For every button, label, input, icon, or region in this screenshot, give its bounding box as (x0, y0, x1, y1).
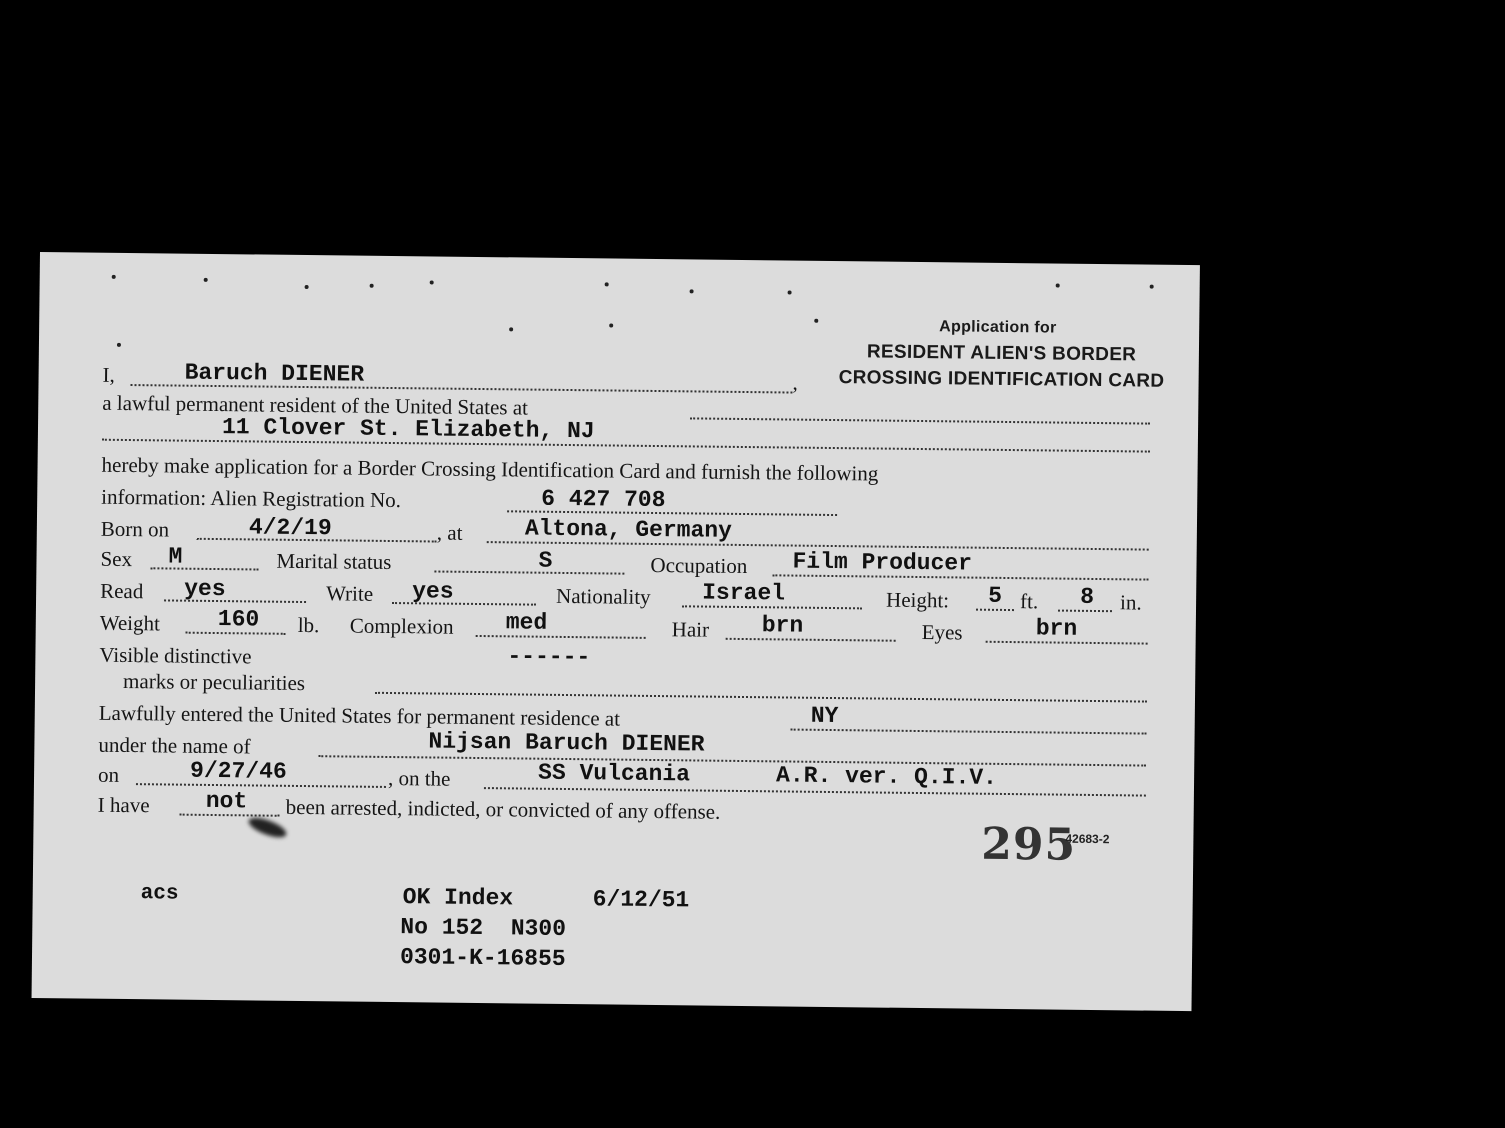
sex: M (168, 543, 183, 570)
index-number: No 152 N300 (400, 914, 567, 943)
alien-registration-number: 6 427 708 (541, 485, 666, 514)
applicant-name: Baruch DIENER (184, 359, 365, 388)
clerk-initials: acs (140, 882, 179, 906)
speck (690, 289, 694, 293)
hair: brn (761, 612, 804, 639)
header-title-line2: CROSSING IDENTIFICATION CARD (838, 367, 1165, 392)
lb-label: lb. (297, 612, 320, 638)
height-in-line (1058, 610, 1112, 613)
speck (1056, 284, 1060, 288)
header-title-line1: RESIDENT ALIEN'S BORDER (866, 341, 1137, 366)
weight-label: Weight (99, 610, 161, 636)
distinctive-marks: ------ (507, 643, 591, 671)
speck (605, 282, 609, 286)
eyes: brn (1035, 615, 1078, 642)
speck (814, 319, 818, 323)
under-name-label: under the name of (98, 732, 251, 759)
entered-label: Lawfully entered the United States for permanent residence at (98, 700, 621, 731)
vessel: SS Vulcania (537, 759, 691, 788)
marital-status-line (434, 570, 624, 574)
in-label: in. (1119, 590, 1142, 615)
on-label: on (97, 762, 120, 787)
alien-registration-label: information: Alien Registration No. (101, 484, 402, 513)
former-name-line (318, 755, 1146, 766)
complexion: med (505, 609, 548, 636)
complexion-label: Complexion (349, 613, 454, 639)
ink-smudge (246, 814, 288, 841)
sex-label: Sex (100, 546, 133, 572)
occupation: Film Producer (792, 548, 973, 577)
verification-note: A.R. ver. Q.I.V. (775, 762, 998, 791)
speck (430, 280, 434, 284)
index-date: 6/12/51 (592, 886, 690, 914)
i-have-label: I have (97, 792, 150, 818)
birthplace: Altona, Germany (524, 515, 733, 544)
read: yes (184, 575, 226, 603)
arrest-text: been arrested, indicted, or convicted of any offense. (285, 794, 721, 824)
header-application-for: Application for (939, 318, 1057, 337)
resident-label: a lawful permanent resident of the United States at (102, 390, 529, 420)
height-ft-line (976, 609, 1014, 611)
speck (609, 323, 613, 327)
name-comma: , (792, 370, 798, 395)
speck (1150, 285, 1154, 289)
read-label: Read (100, 578, 144, 604)
entered-line (791, 729, 1147, 735)
height-inches: 8 (1080, 583, 1095, 610)
speck (509, 327, 513, 331)
nationality-label: Nationality (555, 583, 651, 609)
complexion-line (476, 635, 646, 639)
occupation-label: Occupation (650, 552, 748, 579)
on-the-label: , on the (387, 765, 451, 791)
write-label: Write (326, 581, 374, 606)
marks-line (375, 692, 1147, 703)
resident-line (690, 417, 1150, 424)
marital-status: S (538, 547, 553, 574)
speck (204, 278, 208, 282)
hair-line (726, 638, 896, 642)
port-of-entry: NY (810, 702, 839, 730)
marks-label-line2: marks or peculiarities (123, 668, 306, 696)
speck (117, 343, 121, 347)
former-name: Nijsan Baruch DIENER (428, 728, 705, 758)
hereby-text: hereby make application for a Border Crossing Identification Card and furnish the following (101, 452, 879, 486)
address: 11 Clover St. Elizabeth, NJ (221, 414, 595, 445)
index-note: OK Index (402, 884, 514, 912)
at-label: , at (436, 520, 463, 545)
address-line (102, 439, 1150, 453)
speck (788, 290, 792, 294)
speck (305, 285, 309, 289)
eyes-label: Eyes (921, 620, 963, 645)
marks-label-line1: Visible distinctive (99, 642, 252, 669)
birth-date: 4/2/19 (248, 514, 332, 542)
ft-label: ft. (1019, 589, 1039, 614)
nationality: Israel (702, 579, 786, 607)
hair-label: Hair (671, 617, 710, 642)
i-label: I, (102, 362, 115, 387)
marital-status-label: Marital status (276, 548, 392, 575)
height-label: Height: (885, 587, 950, 613)
born-label: Born on (100, 516, 170, 542)
sex-line (150, 567, 258, 570)
height-feet: 5 (988, 582, 1003, 609)
speck (370, 284, 374, 288)
write: yes (412, 578, 454, 605)
entry-date: 9/27/46 (189, 757, 287, 785)
not-value: not (205, 787, 248, 815)
crossing-card (32, 252, 1200, 1011)
stamp-number: 295 (981, 818, 1077, 871)
speck (112, 275, 116, 279)
form-code: 42683-2 (1065, 831, 1110, 847)
weight: 160 (217, 606, 260, 633)
file-number: 0301-K-16855 (399, 944, 566, 973)
